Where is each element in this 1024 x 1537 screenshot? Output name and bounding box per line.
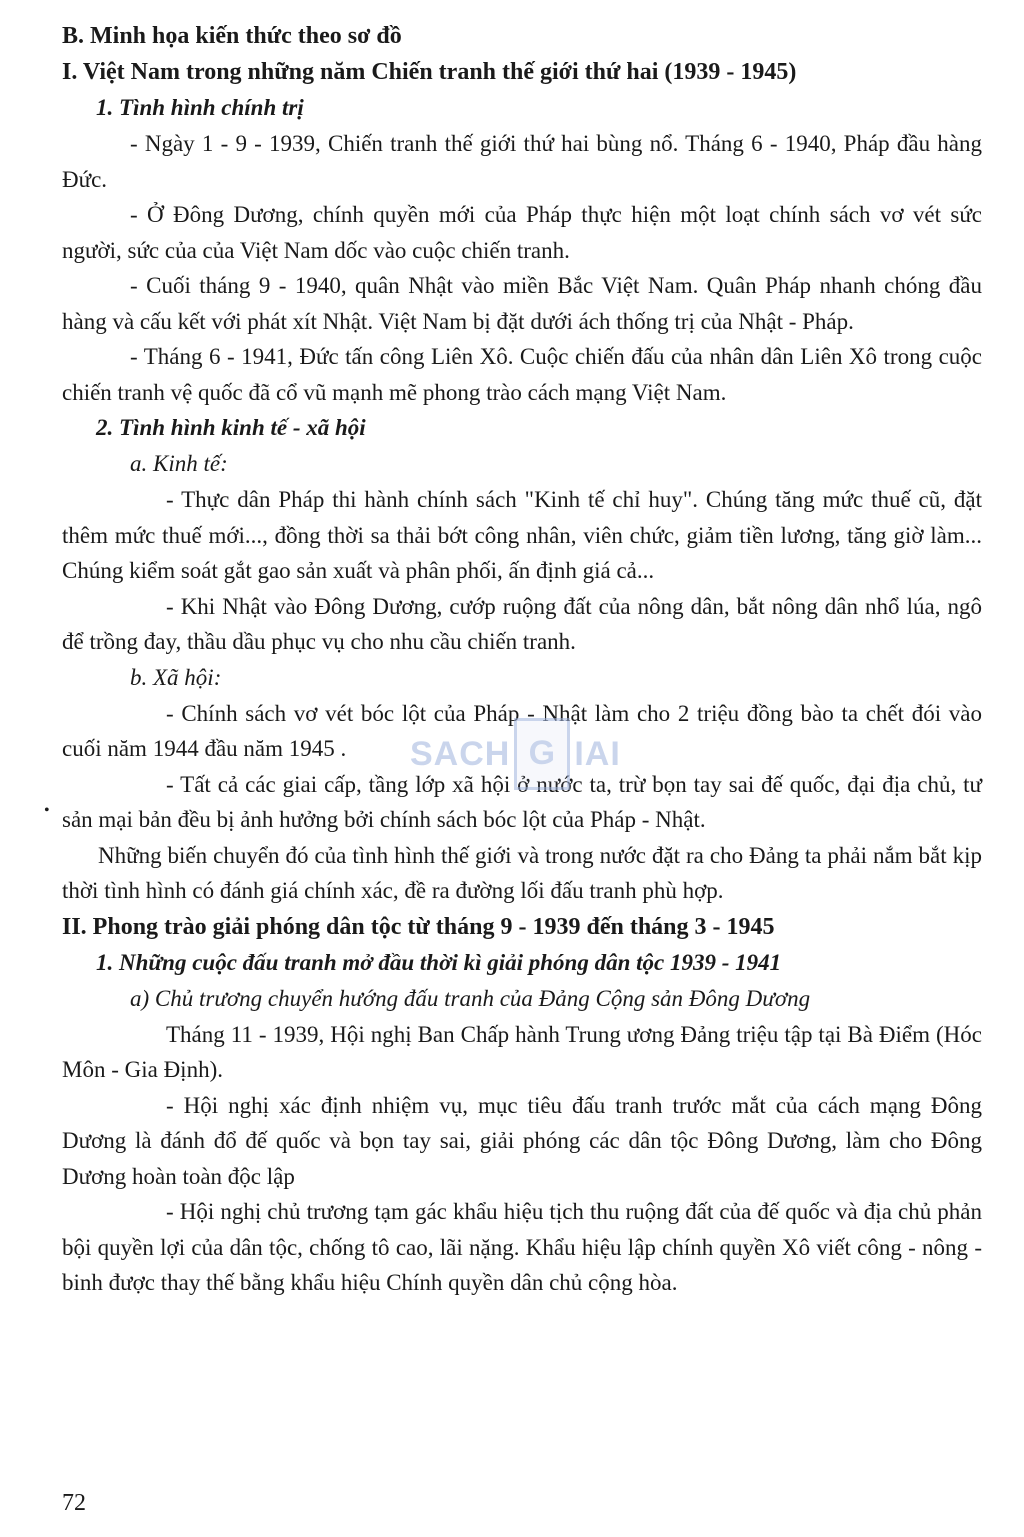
- watermark-logo: [410, 718, 621, 790]
- section-2-minor-title: a) Chủ trương chuyển hướng đấu tranh của Đảng Cộng sản Đông Dương: [130, 985, 811, 1011]
- conclusion-paragraph: Những biến chuyển đó của tình hình thế giới và trong nước đặt ra cho Đảng ta phải nắm bắt kịp thời tình hình có đánh giá chính xác, đề ra đường lối đấu tranh phù hợp.: [62, 842, 982, 903]
- section-1-sub-1-title: 1. Tình hình chính trị: [96, 95, 304, 120]
- paragraph: - Tháng 6 - 1941, Đức tấn công Liên Xô. Cuộc chiến đấu của nhân dân Liên Xô trong cuộc chiến tranh vệ quốc đã cổ vũ mạnh mẽ phong trào cách mạng Việt Nam.: [62, 344, 982, 405]
- paragraph: - Tất cả các giai cấp, tầng lớp xã hội ở nước ta, trừ bọn tay sai đế quốc, đại địa chủ, tư sản mại bản đều bị ảnh hưởng bởi chính sách bóc lột của Pháp - Nhật.: [62, 771, 982, 832]
- society-label: b. Xã hội:: [130, 664, 222, 690]
- watermark-text-mid: G: [514, 718, 570, 790]
- paragraph: - Khi Nhật vào Đông Dương, cướp ruộng đất của nông dân, bắt nông dân nhổ lúa, ngô để trồng đay, thầu dầu phục vụ cho nhu cầu chiến tranh.: [62, 593, 982, 654]
- stray-dot: •: [44, 802, 50, 819]
- paragraph: Tháng 11 - 1939, Hội nghị Ban Chấp hành Trung ương Đảng triệu tập tại Bà Điểm (Hóc Môn - Gia Định).: [62, 1021, 982, 1082]
- section-2-title: II. Phong trào giải phóng dân tộc từ tháng 9 - 1939 đến tháng 3 - 1945: [62, 913, 775, 940]
- watermark-text-right: IAI: [574, 734, 621, 773]
- paragraph: - Hội nghị chủ trương tạm gác khẩu hiệu tịch thu ruộng đất của đế quốc và địa chủ phản bội quyền lợi của dân tộc, chống tô cao, lãi nặng. Khẩu hiệu lập chính quyền Xô viết công - nông - binh được thay thế bằng khẩu hiệu Chính quyền dân chủ cộng hòa.: [62, 1199, 982, 1295]
- heading-b: B. Minh họa kiến thức theo sơ đồ: [62, 23, 402, 49]
- document-page: [62, 18, 982, 1301]
- paragraph: - Ở Đông Dương, chính quyền mới của Pháp thực hiện một loạt chính sách vơ vét sức người, sức của của Việt Nam dốc vào cuộc chiến tranh.: [62, 202, 982, 263]
- watermark-text-left: SACH: [410, 734, 511, 773]
- paragraph: - Chính sách vơ vét bóc lột của Pháp - Nhật làm cho 2 triệu đồng bào ta chết đói vào cuối năm 1944 đầu năm 1945 .: [62, 700, 982, 761]
- paragraph: - Thực dân Pháp thi hành chính sách "Kinh tế chỉ huy". Chúng tăng mức thuế cũ, đặt thêm mức thuế mới..., đồng thời sa thải bớt công nhân, viên chức, giảm tiền lương, tăng giờ làm... Chúng kiểm soát gắt gao sản xuất và phân phối, ấn định giá cả...: [62, 487, 982, 583]
- section-2-sub-1-title: 1. Những cuộc đấu tranh mở đầu thời kì giải phóng dân tộc 1939 - 1941: [96, 949, 782, 975]
- page-number: 72: [62, 1490, 86, 1516]
- paragraph: - Hội nghị xác định nhiệm vụ, mục tiêu đấu tranh trước mắt của cách mạng Đông Dương là đánh đổ đế quốc và bọn tay sai, giải phóng các dân tộc Đông Dương, làm cho Đông Dương hoàn toàn độc lập: [62, 1092, 982, 1189]
- section-1-title: I. Việt Nam trong những năm Chiến tranh thế giới thứ hai (1939 - 1945): [62, 59, 797, 85]
- paragraph: - Ngày 1 - 9 - 1939, Chiến tranh thế giới thứ hai bùng nổ. Tháng 6 - 1940, Pháp đầu hàng Đức.: [62, 131, 982, 192]
- economy-label: a. Kinh tế:: [130, 451, 228, 476]
- section-1-sub-2-title: 2. Tình hình kinh tế - xã hội: [96, 415, 366, 440]
- paragraph: - Cuối tháng 9 - 1940, quân Nhật vào miền Bắc Việt Nam. Quân Pháp nhanh chóng đầu hàng và cấu kết với phát xít Nhật. Việt Nam bị đặt dưới ách thống trị của Nhật - Pháp.: [62, 273, 982, 334]
